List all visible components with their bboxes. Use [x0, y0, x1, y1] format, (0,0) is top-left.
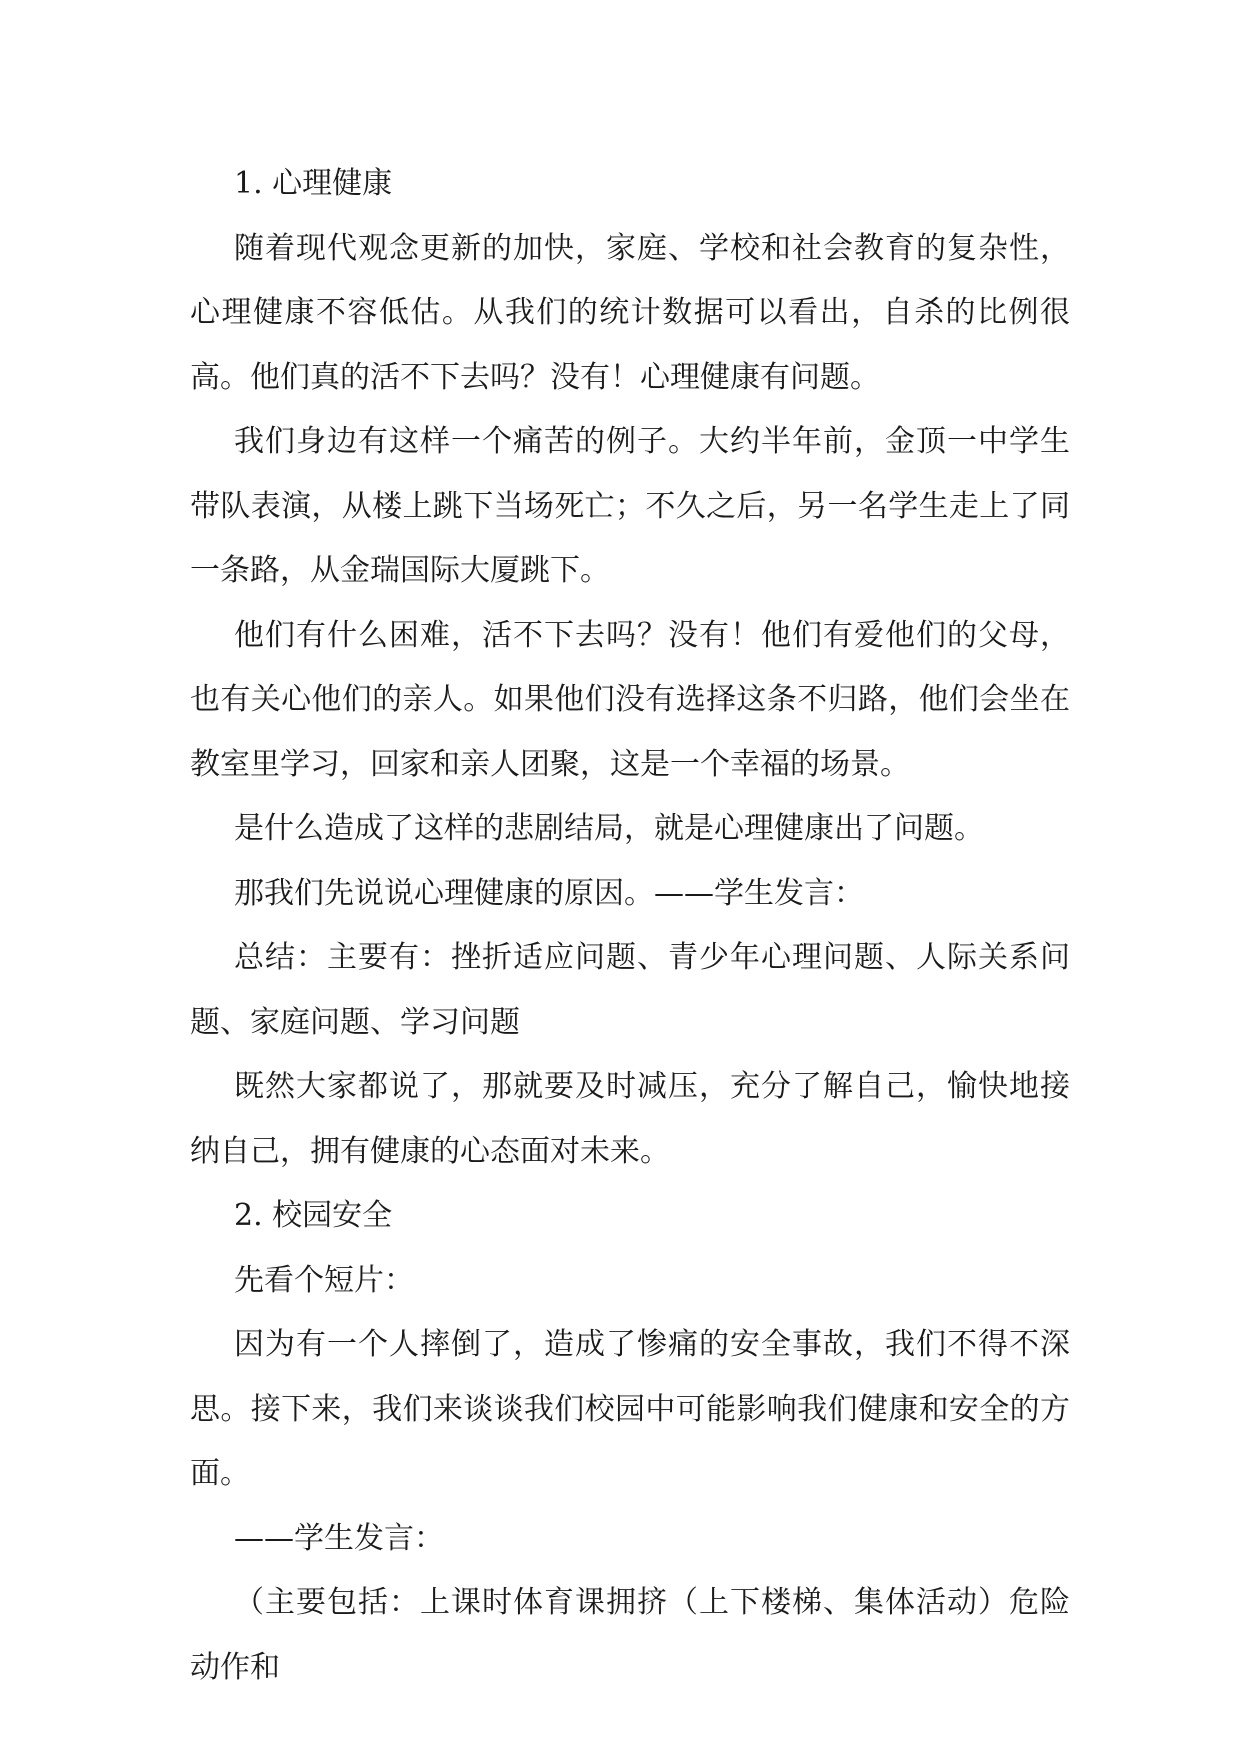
section-heading-mental-health: 1. 心理健康 — [234, 166, 393, 201]
paragraph: 那我们先说说心理健康的原因。——学生发言： — [234, 875, 864, 911]
paragraph: 先看个短片： — [234, 1262, 414, 1298]
document-body — [190, 152, 1070, 1700]
paragraph: 他们有什么困难，活不下去吗？没有！他们有爱他们的父母，也有关心他们的亲人。如果他们没有选择这条不归路，他们会坐在教室里学习，回家和亲人团聚，这是一个幸福的场景。 — [190, 617, 1070, 782]
paragraph: 随着现代观念更新的加快，家庭、学校和社会教育的复杂性，心理健康不容低估。从我们的统计数据可以看出，自杀的比例很高。他们真的活不下去吗？没有！心理健康有问题。 — [190, 230, 1070, 395]
paragraph: 因为有一个人摔倒了，造成了惨痛的安全事故，我们不得不深思。接下来，我们来谈谈我们校园中可能影响我们健康和安全的方面。 — [190, 1327, 1070, 1491]
paragraph: 总结：主要有：挫折适应问题、青少年心理问题、人际关系问题、家庭问题、学习问题 — [190, 940, 1070, 1040]
paragraph: 是什么造成了这样的悲剧结局，就是心理健康出了问题。 — [234, 811, 984, 846]
paragraph: 既然大家都说了，那就要及时减压，充分了解自己，愉快地接纳自己，拥有健康的心态面对未来。 — [190, 1069, 1070, 1169]
section-heading-campus-safety: 2. 校园安全 — [234, 1198, 393, 1233]
paragraph: ——学生发言： — [234, 1520, 444, 1556]
paragraph: （主要包括：上课时体育课拥挤（上下楼梯、集体活动）危险动作和 — [190, 1585, 1070, 1685]
paragraph: 我们身边有这样一个痛苦的例子。大约半年前，金顶一中学生带队表演，从楼上跳下当场死亡；不久之后，另一名学生走上了同一条路，从金瑞国际大厦跳下。 — [190, 424, 1070, 588]
